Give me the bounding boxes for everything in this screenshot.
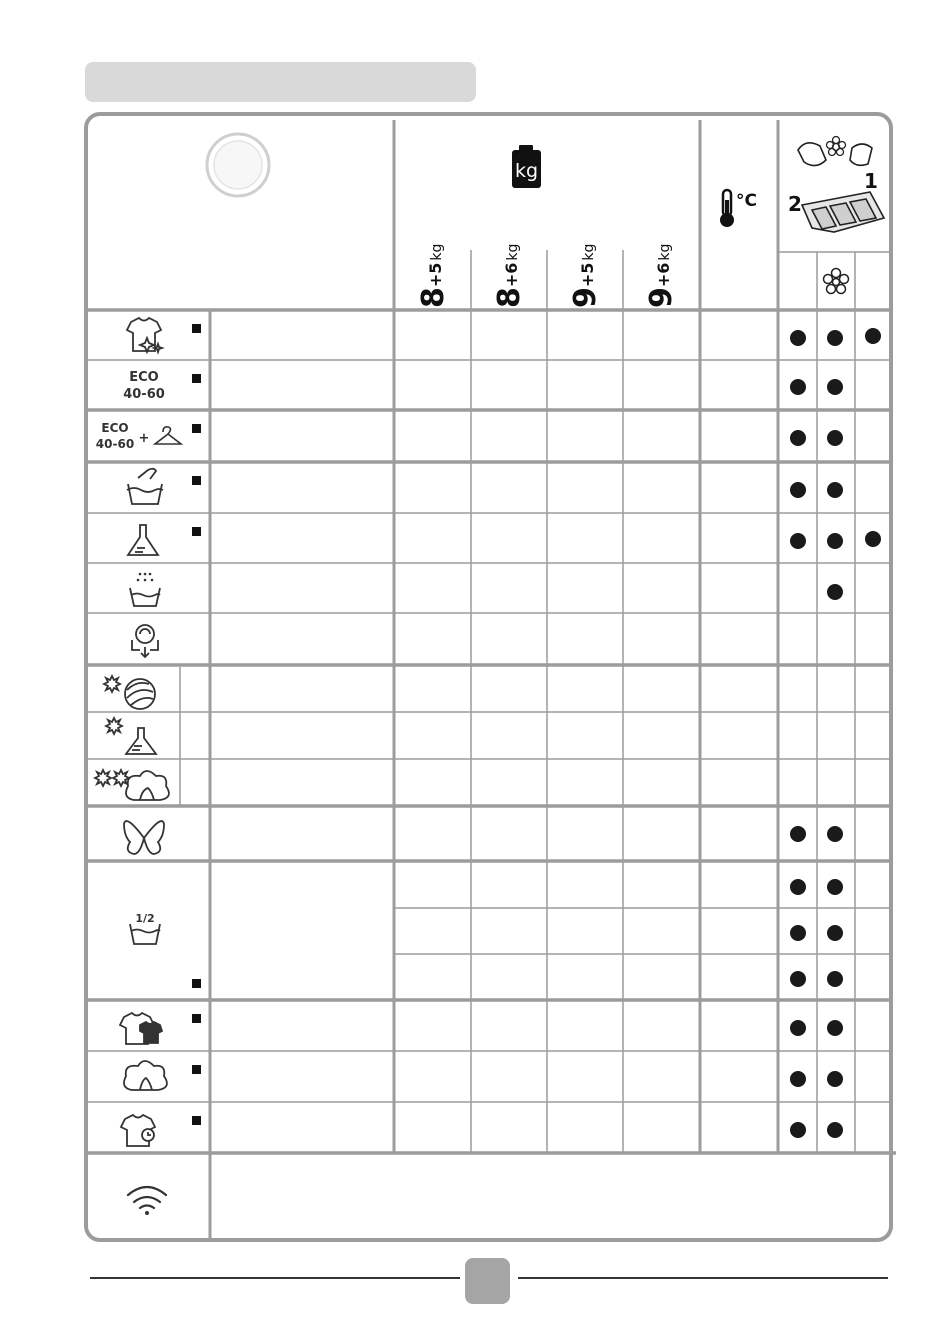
svg-text:+: + <box>138 431 150 446</box>
page-number-box <box>465 1258 510 1304</box>
svg-text:°C: °C <box>736 191 757 211</box>
svg-text:1/2: 1/2 <box>135 912 155 925</box>
svg-text:ECO: ECO <box>101 421 129 435</box>
svg-text:40-60: 40-60 <box>123 387 165 402</box>
svg-text:ECO: ECO <box>129 370 159 385</box>
svg-text:9+5kg: 9+5kg <box>568 243 603 308</box>
svg-text:1: 1 <box>864 169 878 193</box>
svg-text:9+6kg: 9+6kg <box>644 243 679 308</box>
table-frame <box>84 112 893 1242</box>
svg-text:8+5kg: 8+5kg <box>416 243 451 308</box>
svg-text:40-60: 40-60 <box>95 437 135 451</box>
svg-text:2: 2 <box>788 192 802 216</box>
svg-text:kg: kg <box>514 160 539 182</box>
footer-line-left <box>90 1277 460 1279</box>
svg-text:8+6kg: 8+6kg <box>492 243 527 308</box>
footer-line-right <box>518 1277 888 1279</box>
